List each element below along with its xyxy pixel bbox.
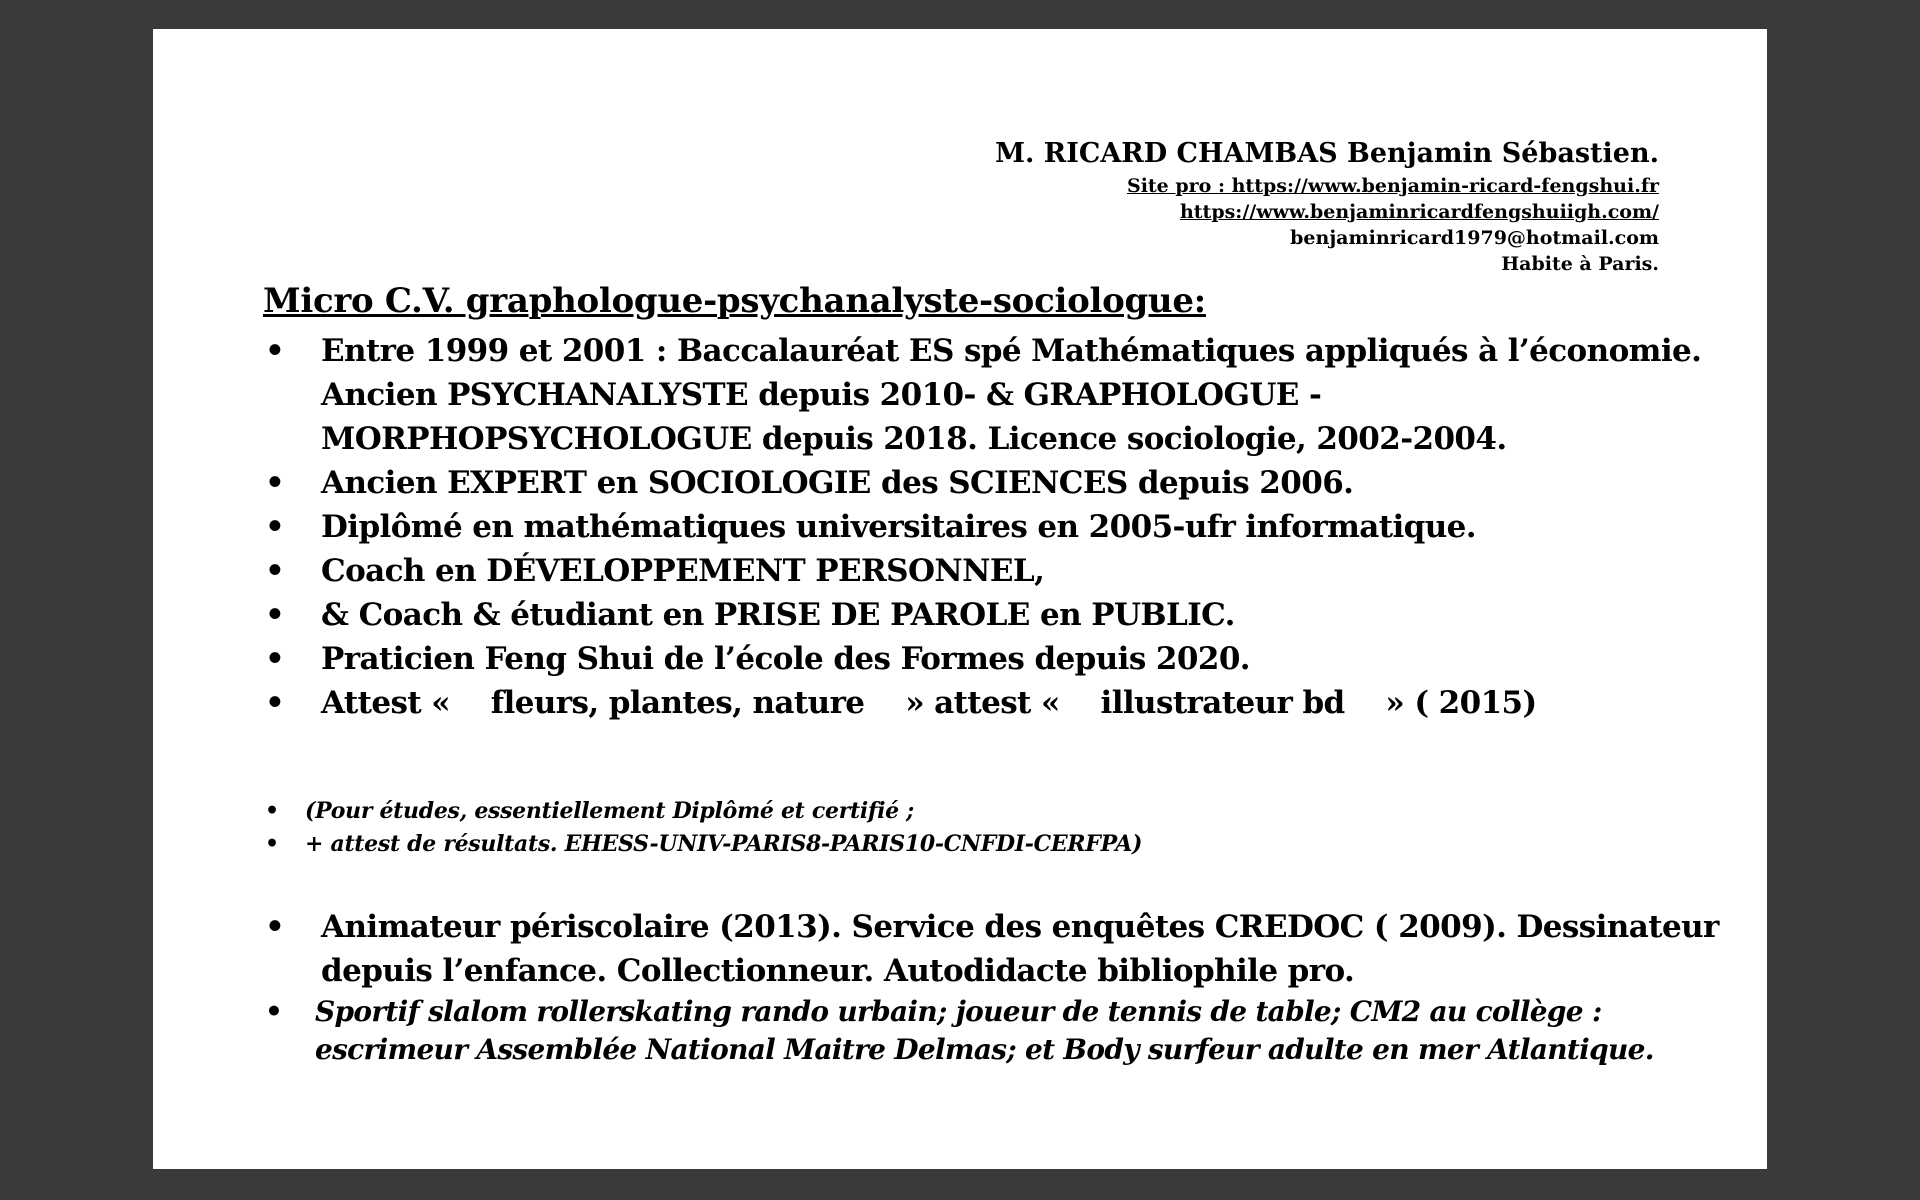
list-item xyxy=(261,593,1711,637)
activities-bullet-list xyxy=(261,905,1721,1069)
bullet-icon: • xyxy=(265,685,285,721)
bullet-icon: • xyxy=(265,553,285,589)
list-item xyxy=(261,637,1711,681)
studies-note-list xyxy=(261,795,1661,861)
site-alt-link[interactable]: https://www.benjaminricardfengshuiigh.com/ xyxy=(1179,201,1659,223)
list-item xyxy=(261,461,1711,505)
list-item xyxy=(261,993,1721,1069)
list-item xyxy=(261,329,1711,461)
bullet-icon: • xyxy=(265,909,285,945)
list-item xyxy=(261,505,1711,549)
cv-title: Micro C.V. graphologue-psychanalyste-sociologue: xyxy=(263,281,1206,321)
bullet-icon: • xyxy=(265,509,285,545)
main-bullet-list xyxy=(261,329,1711,725)
list-item xyxy=(261,549,1711,593)
bullet-icon: • xyxy=(265,465,285,501)
bullet-icon: • xyxy=(265,831,279,857)
list-item xyxy=(261,681,1711,725)
list-item-text: + attest de résultats. EHESS-UNIV-PARIS8-PARIS10-CNFDI-CERFPA) xyxy=(305,831,1143,857)
list-item-text: Animateur périscolaire (2013). Service des enquêtes CREDOC ( 2009). Dessinateur depuis l’enfance. Collectionneur. Autodidacte bibliophile pro. xyxy=(321,909,1719,989)
list-item xyxy=(261,828,1661,861)
list-item-text: Coach en DÉVELOPPEMENT PERSONNEL, xyxy=(321,553,1045,589)
bullet-icon: • xyxy=(265,597,285,633)
bullet-icon: • xyxy=(265,641,285,677)
list-item-text: Ancien EXPERT en SOCIOLOGIE des SCIENCES depuis 2006. xyxy=(321,465,1354,501)
bullet-icon: • xyxy=(265,333,285,369)
list-item xyxy=(261,795,1661,828)
list-item-text: & Coach & étudiant en PRISE DE PAROLE en PUBLIC. xyxy=(321,597,1235,633)
list-item-text: Praticien Feng Shui de l’école des Formes depuis 2020. xyxy=(321,641,1250,677)
location-text: Habite à Paris. xyxy=(1501,253,1659,275)
site-pro-link[interactable]: Site pro : https://www.benjamin-ricard-fengshui.fr xyxy=(1126,175,1659,197)
bullet-icon: • xyxy=(265,798,279,824)
bullet-icon: • xyxy=(265,995,283,1028)
list-item-text: Sportif slalom rollerskating rando urbain; joueur de tennis de table; CM2 au collège : escrimeur Assemblée National Maitre Delmas; et Body surfeur adulte en mer Atlantique. xyxy=(315,995,1654,1066)
document-page xyxy=(153,29,1767,1169)
list-item-text: Entre 1999 et 2001 : Baccalauréat ES spé Mathématiques appliqués à l’économie. Ancien PSYCHANALYSTE depuis 2010- & GRAPHOLOGUE - MORPHOPSYCHOLOGUE depuis 2018. Licence sociologie, 2002-2004. xyxy=(321,333,1702,457)
list-item xyxy=(261,905,1721,993)
list-item-text: Diplômé en mathématiques universitaires en 2005-ufr informatique. xyxy=(321,509,1477,545)
author-name: M. RICARD CHAMBAS Benjamin Sébastien. xyxy=(995,138,1659,169)
email-text: benjaminricard1979@hotmail.com xyxy=(1290,227,1659,249)
list-item-text: (Pour études, essentiellement Diplômé et certifié ; xyxy=(305,798,915,824)
list-item-text: Attest « fleurs, plantes, nature » attest « illustrateur bd » ( 2015) xyxy=(321,685,1537,721)
contact-header xyxy=(995,137,1659,277)
